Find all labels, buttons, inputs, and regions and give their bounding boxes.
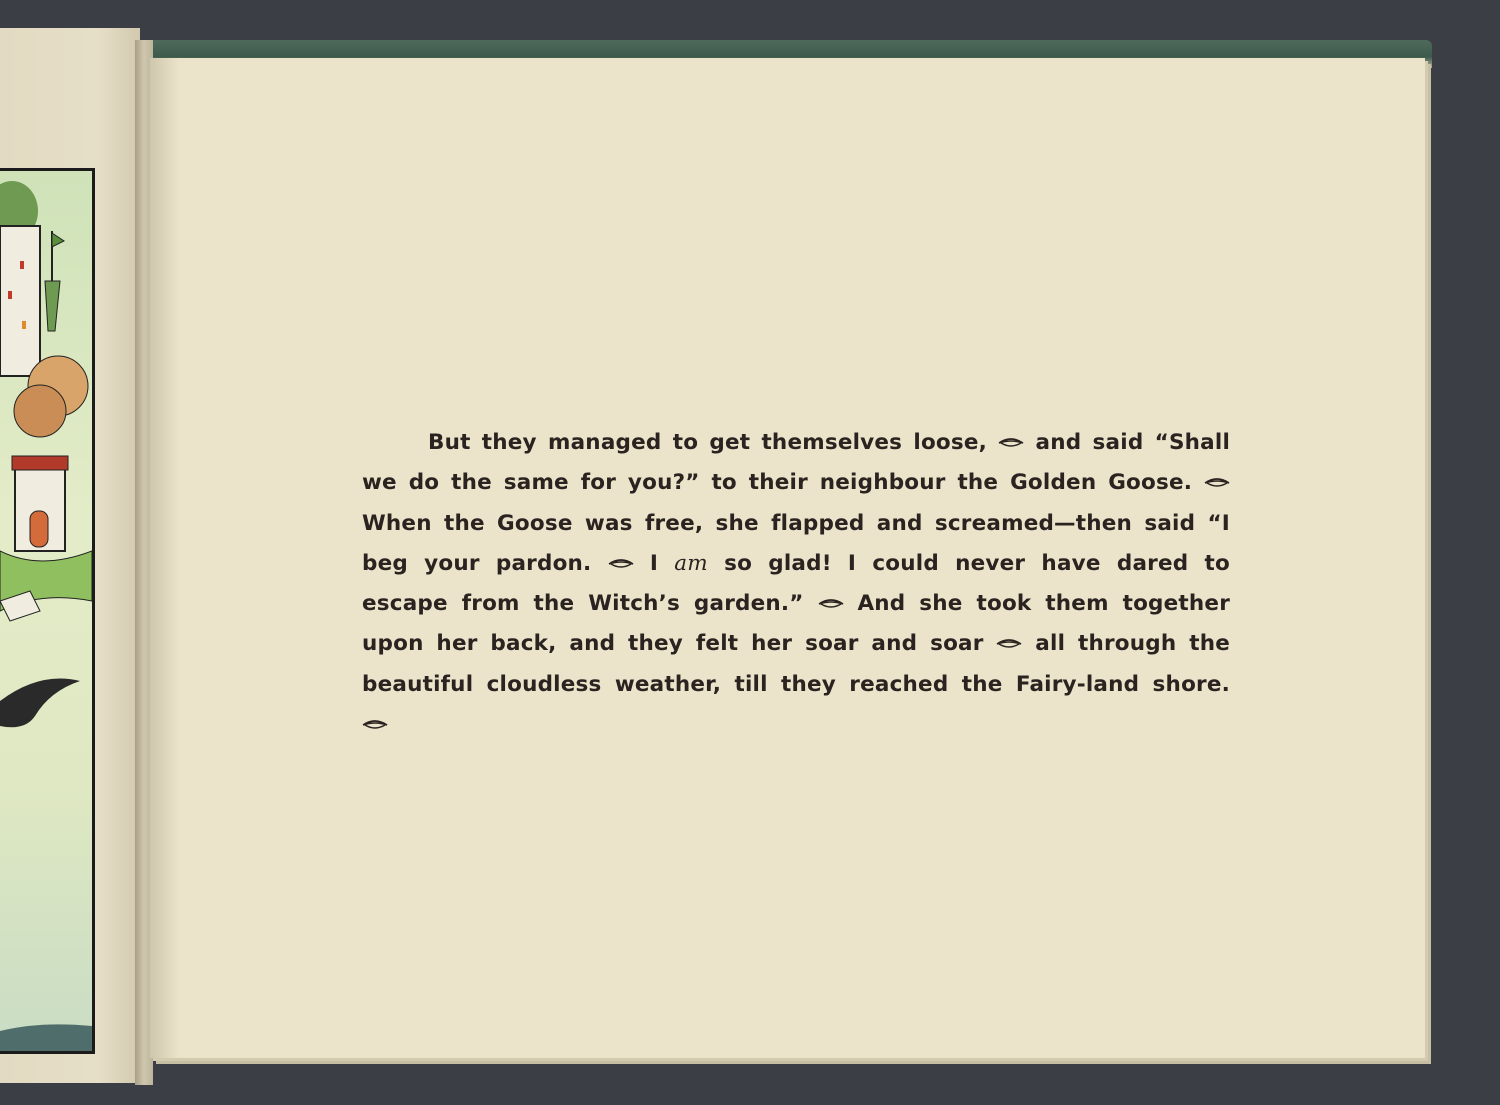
story-emphasis: am [674,550,708,576]
story-segment: But they managed to get themselves loose, [428,430,988,455]
leaf-ornament-icon [608,558,634,570]
castle-illustration-art [0,171,92,1051]
story-text [362,423,1230,745]
story-segment: And she took them together upon her back, and they felt her soar and soar [362,591,1230,657]
leaf-ornament-icon [998,437,1024,449]
leaf-ornament-icon [1204,477,1230,489]
leaf-ornament-icon [996,638,1022,650]
castle-illustration [0,168,95,1054]
story-segment: so glad! I could never have dared to escape from the Witch’s garden.” [362,550,1230,617]
left-page [0,28,140,1083]
leaf-ornament-icon [362,719,388,731]
story-segment: When the Goose was free, she flapped and screamed—then said “I beg your pardon. [362,510,1230,576]
story-paragraph [362,423,1230,745]
page-shadow [150,58,180,1058]
story-segment: and said “Shall we do the same for you?” to their neighbour the Golden Goose. [362,430,1231,496]
story-segment: I [633,550,675,576]
story-segment: all through the beautiful cloudless weather, till they reached the Fairy-land shore. [362,631,1230,697]
leaf-ornament-icon [818,598,844,610]
